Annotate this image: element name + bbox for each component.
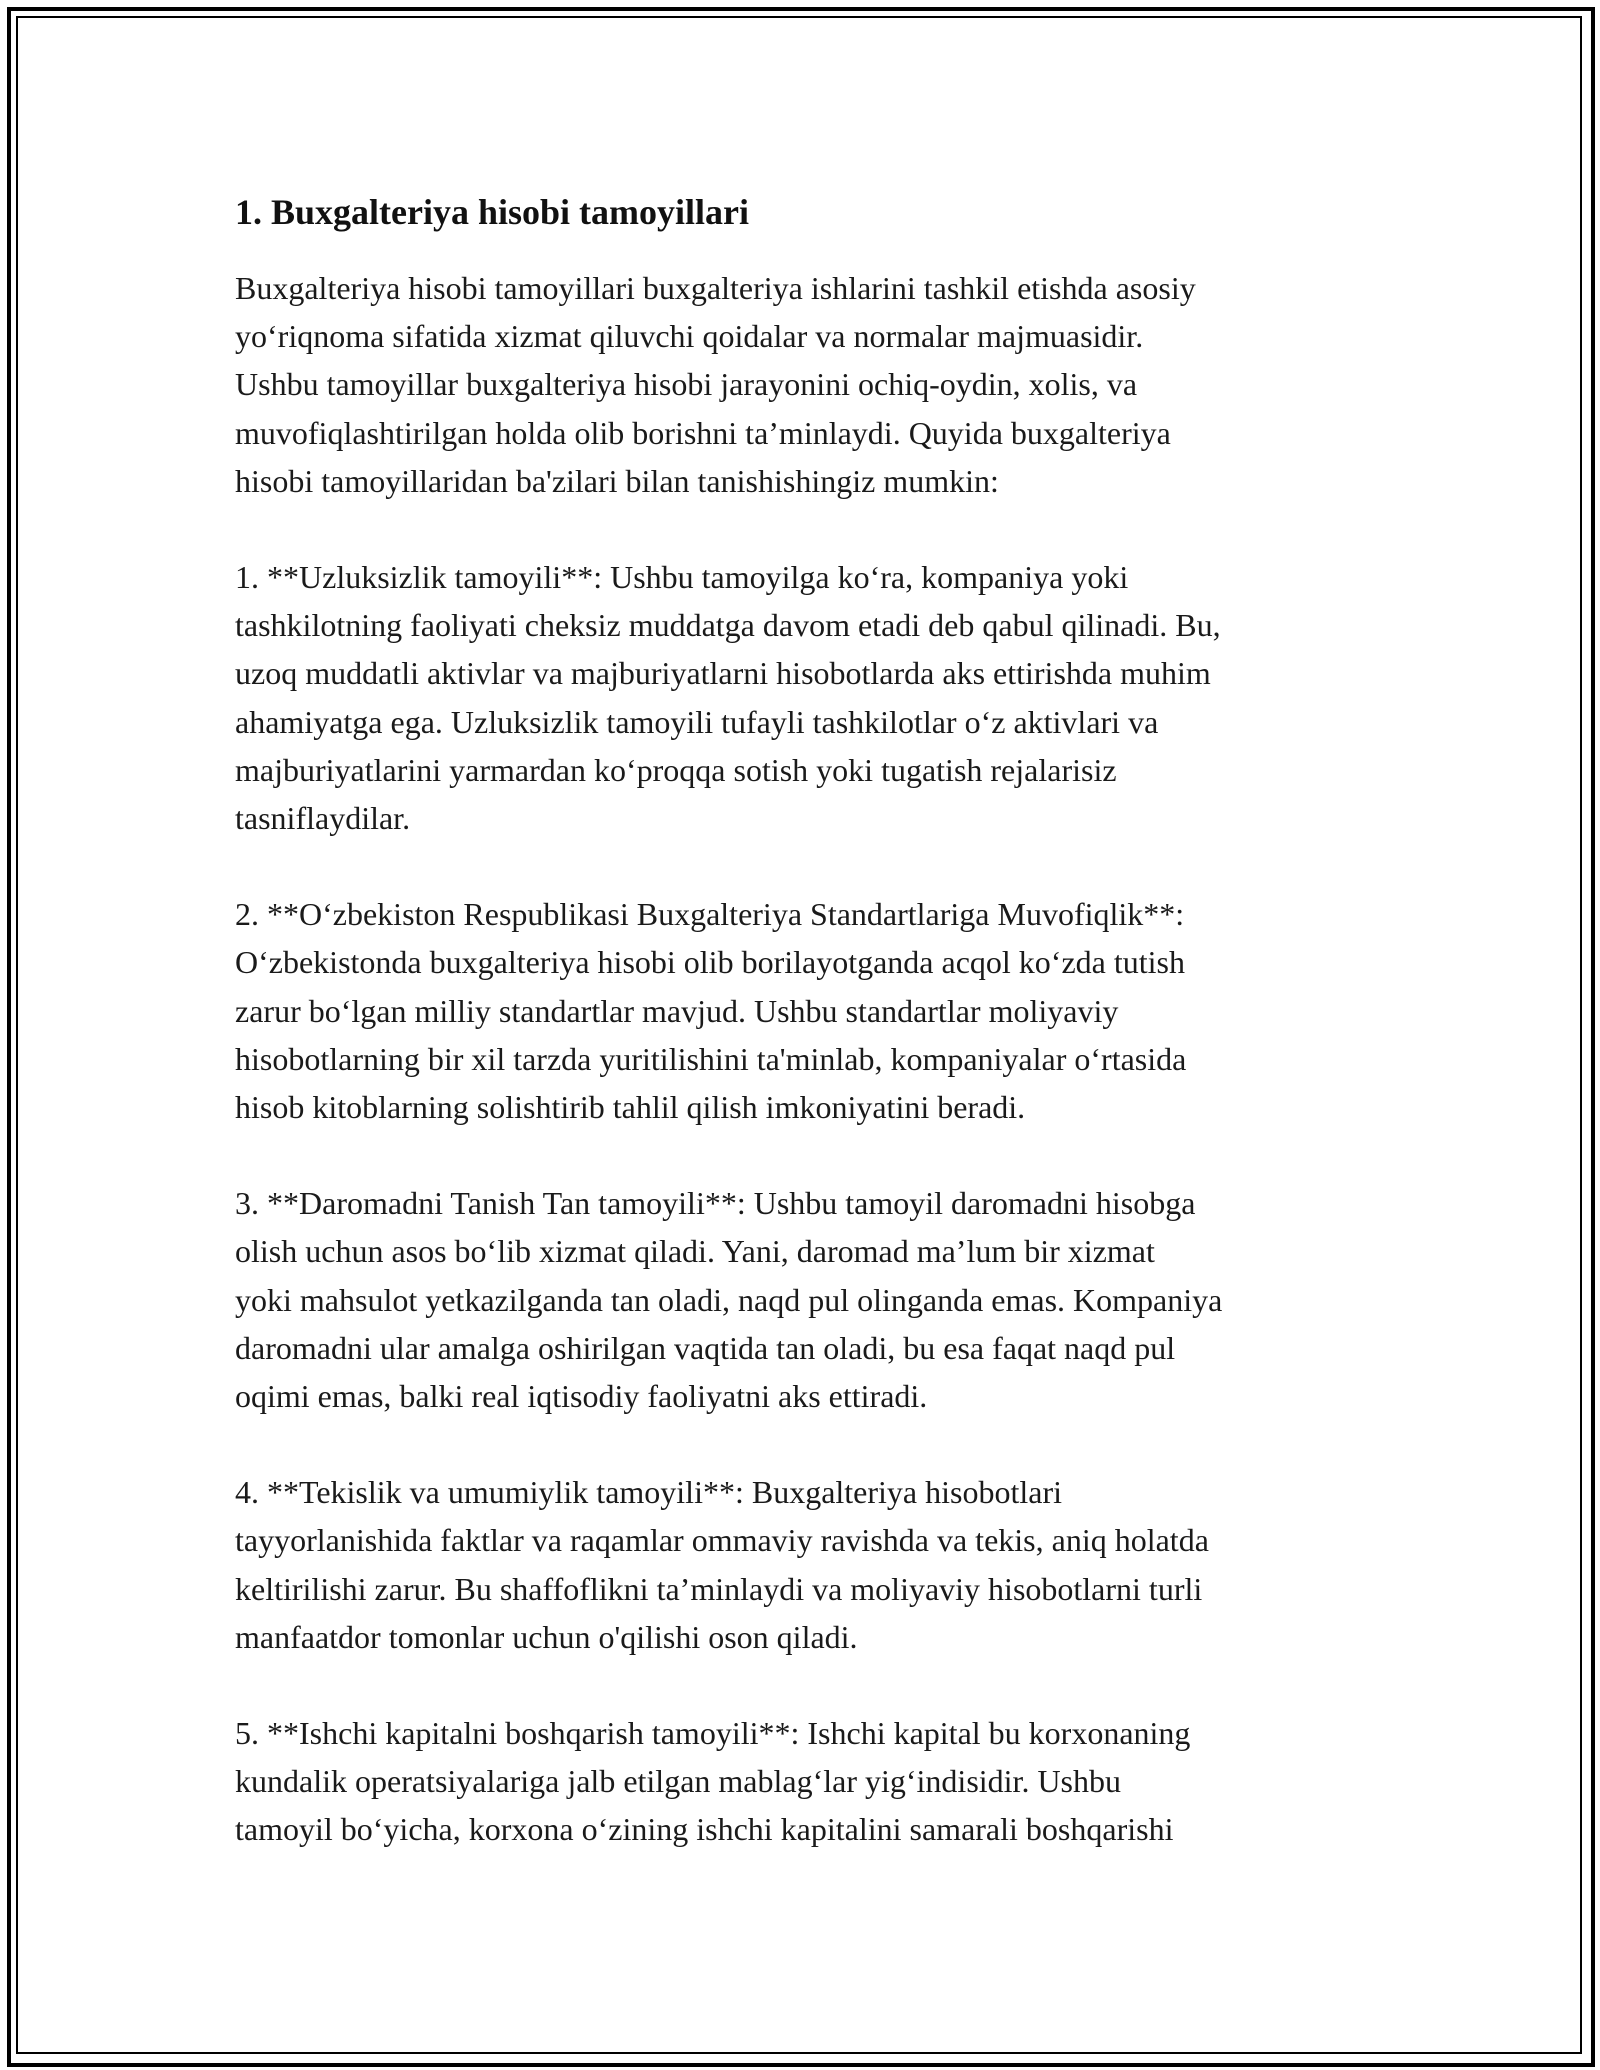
- text-line: ahamiyatga ega. Uzluksizlik tamoyili tufayli tashkilotlar o‘z aktivlari va: [235, 703, 1159, 740]
- text-line: muvofiqlashtirilgan holda olib borishni ta’minlaydi. Quyida buxgalteriya: [235, 414, 1171, 451]
- text-line: tasniflaydilar.: [235, 800, 411, 837]
- text-line: 2. **O‘zbekiston Respublikasi Buxgalteriya Standartlariga Muvofiqlik**:: [235, 896, 1185, 933]
- text-line: Ushbu tamoyillar buxgalteriya hisobi jarayonini ochiq-oydin, xolis, va: [235, 366, 1138, 403]
- text-line: 3. **Daromadni Tanish Tan tamoyili**: Ushbu tamoyil daromadni hisobga: [235, 1185, 1196, 1222]
- text-line: hisobi tamoyillaridan ba'zilari bilan tanishishingiz mumkin:: [235, 462, 999, 499]
- document-body: [235, 188, 1375, 1902]
- text-line: manfaatdor tomonlar uchun o'qilishi oson qiladi.: [235, 1618, 858, 1655]
- principle-1-paragraph: [235, 553, 1375, 842]
- text-line: tashkilotning faoliyati cheksiz muddatga davom etadi deb qabul qilinadi. Bu,: [235, 607, 1221, 644]
- text-line: uzoq muddatli aktivlar va majburiyatlarni hisobotlarda aks ettirishda muhim: [235, 655, 1211, 692]
- text-line: O‘zbekistonda buxgalteriya hisobi olib borilayotganda acqol ko‘zda tutish: [235, 944, 1185, 981]
- principle-5-paragraph: [235, 1709, 1375, 1854]
- intro-paragraph: [235, 264, 1375, 505]
- text-line: hisob kitoblarning solishtirib tahlil qilish imkoniyatini beradi.: [235, 1089, 1026, 1126]
- text-line: 4. **Tekislik va umumiylik tamoyili**: Buxgalteriya hisobotlari: [235, 1474, 1062, 1511]
- text-line: zarur bo‘lgan milliy standartlar mavjud. Ushbu standartlar moliyaviy: [235, 992, 1119, 1029]
- principle-2-paragraph: [235, 890, 1375, 1131]
- principle-3-paragraph: [235, 1179, 1375, 1420]
- principle-4-paragraph: [235, 1468, 1375, 1661]
- text-line: oqimi emas, balki real iqtisodiy faoliyatni aks ettiradi.: [235, 1378, 928, 1415]
- text-line: tamoyil bo‘yicha, korxona o‘zining ishchi kapitalini samarali boshqarishi: [235, 1811, 1174, 1848]
- text-line: Buxgalteriya hisobi tamoyillari buxgalteriya ishlarini tashkil etishda asosiy: [235, 270, 1196, 306]
- section-heading: 1. Buxgalteriya hisobi tamoyillari: [235, 192, 750, 232]
- text-line: 5. **Ishchi kapitalni boshqarish tamoyili**: Ishchi kapital bu korxonaning: [235, 1715, 1191, 1752]
- text-line: hisobotlarning bir xil tarzda yuritilishini ta'minlab, kompaniyalar o‘rtasida: [235, 1040, 1187, 1077]
- text-line: 1. **Uzluksizlik tamoyili**: Ushbu tamoyilga ko‘ra, kompaniya yoki: [235, 559, 1129, 596]
- text-line: keltirilishi zarur. Bu shaffoflikni ta’minlaydi va moliyaviy hisobotlarni turli: [235, 1570, 1203, 1607]
- text-line: yoki mahsulot yetkazilganda tan oladi, naqd pul olinganda emas. Kompaniya: [235, 1281, 1223, 1318]
- text-line: daromadni ular amalga oshirilgan vaqtida tan oladi, bu esa faqat naqd pul: [235, 1329, 1176, 1366]
- text-line: kundalik operatsiyalariga jalb etilgan mablag‘lar yig‘indisidir. Ushbu: [235, 1763, 1121, 1800]
- text-line: tayyorlanishida faktlar va raqamlar ommaviy ravishda va tekis, aniq holatda: [235, 1522, 1209, 1559]
- text-line: majburiyatlarini yarmardan ko‘proqqa sotish yoki tugatish rejalarisiz: [235, 751, 1117, 788]
- text-line: olish uchun asos bo‘lib xizmat qiladi. Yani, daromad ma’lum bir xizmat: [235, 1233, 1155, 1270]
- text-line: yo‘riqnoma sifatida xizmat qiluvchi qoidalar va normalar majmuasidir.: [235, 318, 1144, 355]
